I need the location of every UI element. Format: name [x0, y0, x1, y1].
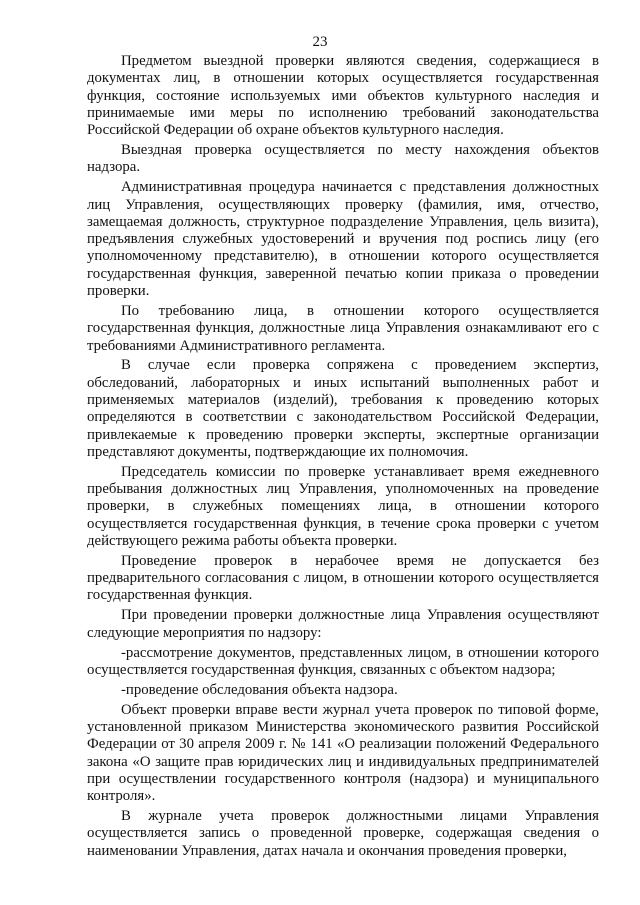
paragraph-procedure-start: Административная процедура начинается с представления должностных лиц Управления, осуществляющих проверку (фамилия, имя, отчество, замещаемая должность, структурное подразделение Управления, цель визита), предъявления служебных удостоверений и вручения под роспись лицу (его уполномоченному представителю), в отношении которого осуществляется государственная функция, заверенной печатью копии приказа о проведении проверки. — [87, 179, 599, 300]
paragraph-non-working-hours: Проведение проверок в нерабочее время не допускается без предварительного согласования с лицом, в отношении которого осуществляется государственная функция. — [87, 552, 599, 604]
document-body — [87, 53, 599, 862]
paragraph-regulation-familiarization: По требованию лица, в отношении которого осуществляется государственная функция, должностные лица Управления ознакамливают его с требованиями Административного регламента. — [87, 302, 599, 354]
paragraph-inspection-journal: Объект проверки вправе вести журнал учета проверок по типовой форме, установленной приказом Министерства экономического развития Российской Федерации от 30 апреля 2009 г. № 141 «О реализации положений Федерального закона «О защите прав юридических лиц и индивидуальных предпринимателей при осуществлении государственного контроля (надзора) и муниципального контроля». — [87, 701, 599, 805]
paragraph-journal-record: В журнале учета проверок должностными лицами Управления осуществляется запись о проведенной проверке, содержащая сведения о наименовании Управления, датах начала и окончания проведения проверки, — [87, 808, 599, 859]
list-item-document-review: -рассмотрение документов, представленных лицом, в отношении которого осуществляется государственная функция, связанных с объектом надзора; — [87, 644, 599, 678]
paragraph-subject-of-inspection: Предметом выездной проверки являются сведения, содержащиеся в документах лиц, в отношении которых осуществляется государственная функция, состояние используемых ими объектов культурного наследия и принимаемые ими меры по исполнению требований законодательства Российской Федерации об охране объектов культурного наследия. — [87, 53, 599, 139]
paragraph-commission-chair: Председатель комиссии по проверке устанавливает время ежедневного пребывания должностных лиц Управления, уполномоченных на проведение проверки, в служебных помещениях лица, в отношении которого осуществляется государственная функция, в течение срока проверки с учетом действующего режима работы объекта проверки. — [87, 463, 599, 549]
page-number: 23 — [312, 34, 328, 50]
paragraph-supervision-measures: При проведении проверки должностные лица Управления осуществляют следующие мероприятия по надзору: — [87, 607, 599, 641]
paragraph-inspection-location: Выездная проверка осуществляется по месту нахождения объектов надзора. — [87, 142, 599, 176]
list-item-object-survey: -проведение обследования объекта надзора. — [121, 681, 398, 698]
paragraph-expertise: В случае если проверка сопряжена с проведением экспертиз, обследований, лабораторных и иных испытаний выполненных работ и применяемых материалов (изделий), требования к проведению которых определяются в соответствии с законодательством Российской Федерации, привлекаемые к проведению проверки эксперты, экспертные организации представляют документы, подтверждающие их полномочия. — [87, 357, 599, 460]
